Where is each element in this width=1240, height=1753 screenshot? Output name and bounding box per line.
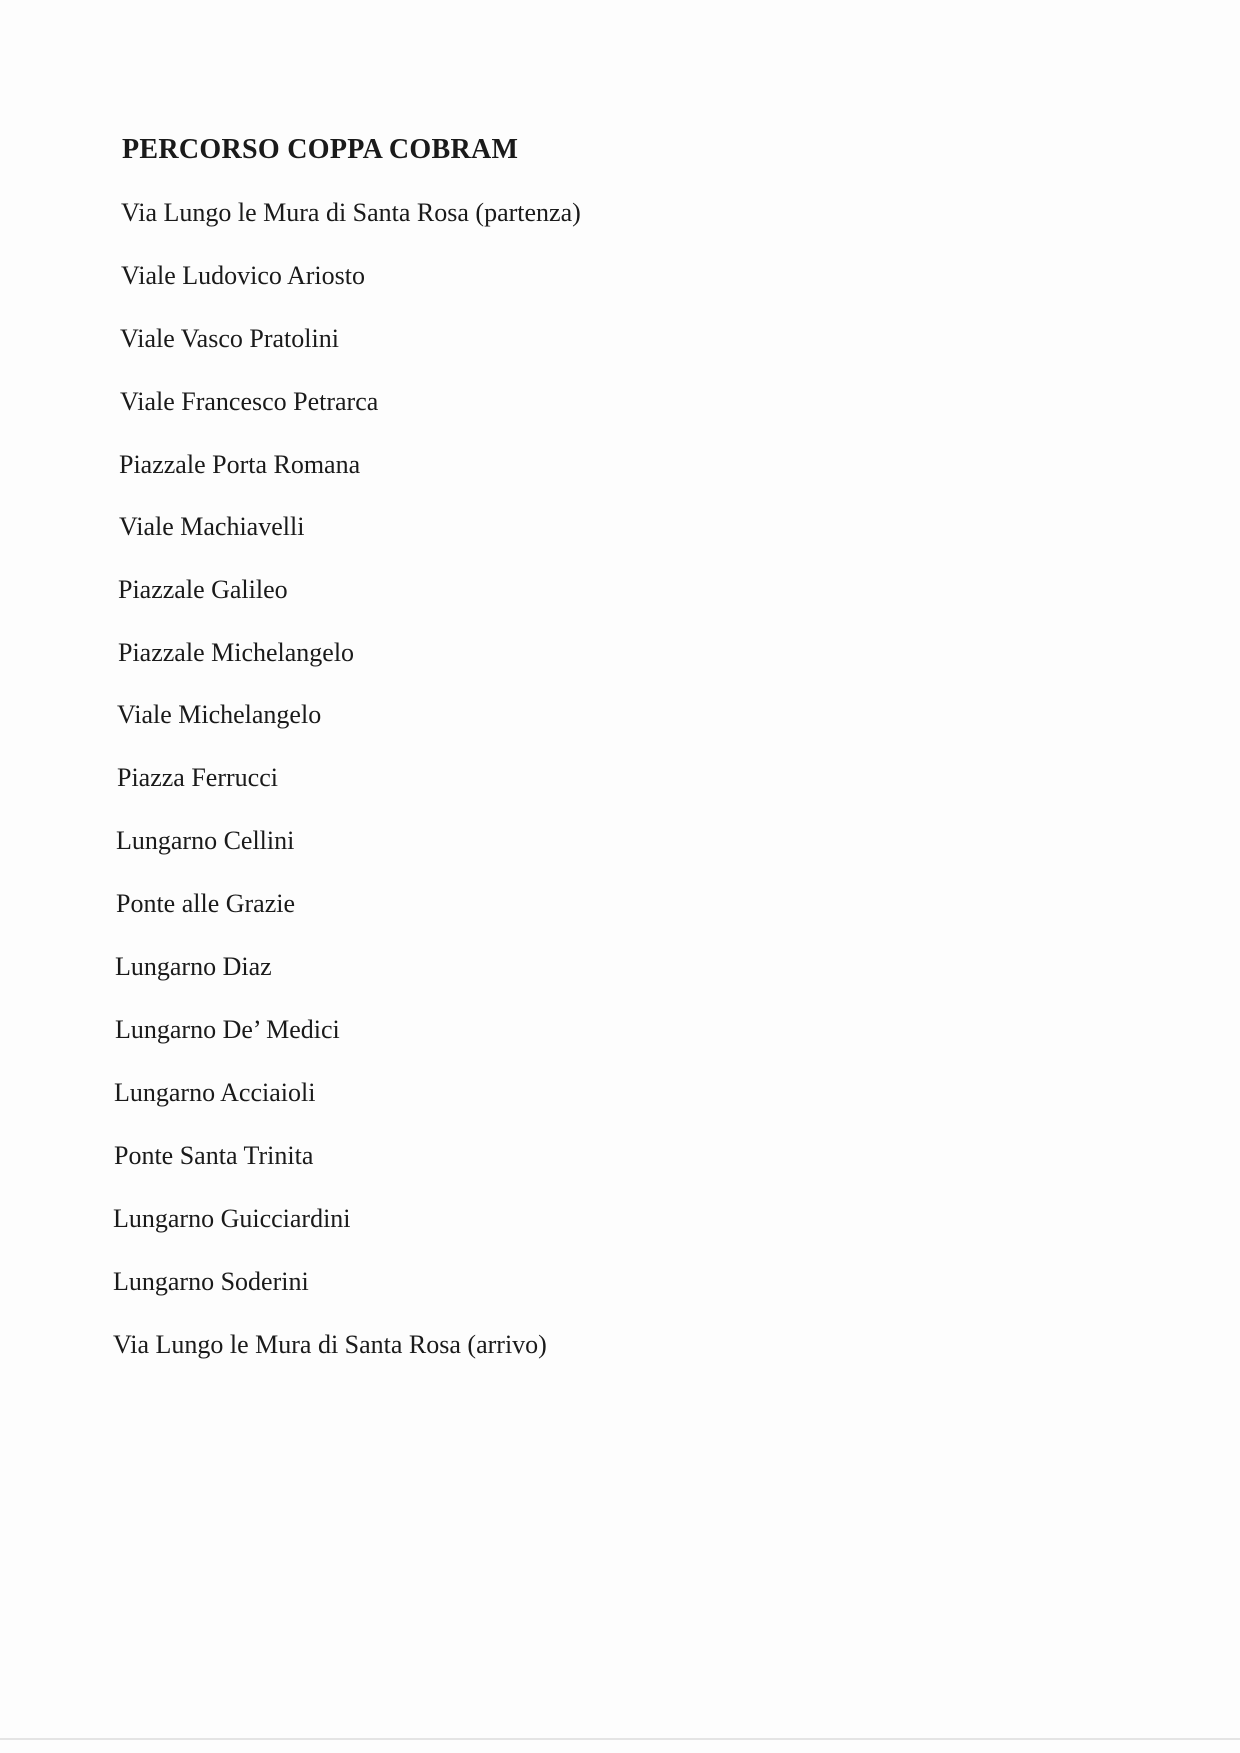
scan-edge-line bbox=[0, 1738, 1240, 1740]
route-item: Viale Francesco Petrarca bbox=[120, 387, 379, 416]
route-item: Piazzale Porta Romana bbox=[119, 450, 361, 479]
route-item: Piazza Ferrucci bbox=[117, 763, 278, 792]
route-item: Viale Vasco Pratolini bbox=[120, 324, 339, 353]
route-item: Viale Michelangelo bbox=[117, 700, 322, 729]
route-item: Viale Machiavelli bbox=[119, 512, 305, 541]
route-item: Ponte Santa Trinita bbox=[114, 1141, 314, 1170]
route-item: Lungarno Guicciardini bbox=[113, 1204, 351, 1233]
route-item: Lungarno Acciaioli bbox=[114, 1078, 316, 1107]
route-item: Lungarno De’ Medici bbox=[115, 1015, 340, 1044]
document-title: PERCORSO COPPA COBRAM bbox=[122, 134, 519, 165]
route-item: Ponte alle Grazie bbox=[116, 889, 296, 918]
route-item: Piazzale Galileo bbox=[118, 575, 288, 604]
route-item: Piazzale Michelangelo bbox=[118, 638, 355, 667]
route-item: Via Lungo le Mura di Santa Rosa (partenza) bbox=[121, 198, 581, 227]
route-item: Lungarno Diaz bbox=[115, 952, 272, 981]
route-item: Lungarno Soderini bbox=[113, 1267, 309, 1296]
route-item: Via Lungo le Mura di Santa Rosa (arrivo) bbox=[113, 1330, 547, 1359]
route-item: Viale Ludovico Ariosto bbox=[121, 261, 365, 290]
route-item: Lungarno Cellini bbox=[116, 826, 295, 855]
